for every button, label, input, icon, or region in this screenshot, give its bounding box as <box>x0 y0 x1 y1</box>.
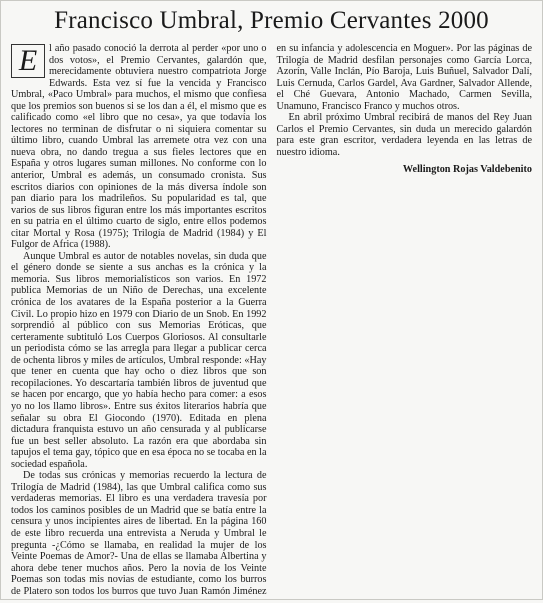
author-signature: Wellington Rojas Valdebenito <box>402 164 532 176</box>
drop-cap: E <box>11 44 45 78</box>
article-paragraph-4: En abril próximo Umbral recibirá de manos del Rey Juan Carlos el Premio Cervantes, sin duda un merecido galardón para este gran escritor, verdadera leyenda en las letras de nuestro idioma. <box>276 112 532 158</box>
article-headline: Francisco Umbral, Premio Cervantes 2000 <box>54 7 489 34</box>
article-paragraph-2: Aunque Umbral es autor de notables novelas, sin duda que el género donde se siente a sus anchas es la crónica y la memoria. Sus libros memorialísticos son varios. En 1972 publica Memorias de un Niño de Derechas, una excelente crónica de los avatares de la España posterior a la Guerra Civil. Lo propio hizo en 1979 con Diario de un Snob. En 1992 sorprendió al público con sus Memorias Eróticas, que certeramente subtituló Los Cuerpos Gloriosos. Al consultarle un periodista cómo se las arregla para llegar a publicar cerca de ochenta libros y miles de artículos, Umbral responde: «Hay que tener en cuenta que hay ocho o diez libros que son recopilaciones. Yo descartaría también libros de juventud que se hacen por encargo, que yo había hecho para comer: a esos yo no los llamo libros». Entre sus éxitos literarios habría que señalar su obra El Giocondo (1970). Editada en plena dictadura franquista estuvo un año censurada y al publicarse fue un best seller absoluto. La razón era que abordaba sin tapujos el tema gay, tópico que en esa época no se tocaba en la sociedad española. <box>11 250 267 470</box>
paragraph-1-text: l año pasado conoció la derrota al perder «por uno o dos votos», el Premio Cervantes, galardón que, merecidamente obtuviera nuestro compatriota Jorge Edwards. Esta vez sí fue la vencida y Francisco Umbral, «Paco Umbral» para muchos, el mismo que confiesa que los premios son buenos si se los dan a él, el mismo que es calificado como «el libro que no cesa», ya que todavía los lectores no terminan de disfrutar o ni siquiera comentar su último libro, cuando Umbral las arremete otra vez con una nueva obra, no dando tregua a sus fieles lectores que en España y otros lugares suman millones. No conforme con lo anterior, Umbral es además, un consumado cronista. Sus escritos diarios con opiniones de la más diversa índole son pan diario para los madrileños. Su popularidad es tal, que varios de sus libros figuran entre los más importantes escritos en su patria en el último cuarto de siglo, entre ellos podemos citar Mortal y Rosa (1975); Trilogía de Madrid (1984) y El Fulgor de Africa (1988). <box>11 43 267 251</box>
article-paragraph-1 <box>11 43 267 251</box>
article-body <box>11 43 532 603</box>
article-paragraph-3: De todas sus crónicas y memorias recuerdo la lectura de Trilogía de Madrid (1984), las que Umbral califica como sus verdaderas memorias. El libro es una verdadera travesía por todos los caminos posibles de un Madrid que se batía entre la censura y unos incipientes aires de libertad. En la página 160 de este libro recuerda una entrevista a Neruda y Umbral le pregunta -¿Cómo se llamaba, en realidad la mujer de los Veinte Poemas de Amor?- Una de ellas se llamaba Albertina y ahora debe tener muchos años. Pero la novia de los Veinte Poemas son todas mis novias de estudiante, como los burros de Platero son todos los burros que tuvo Juan Ramón Jiménez en su infancia y adolescencia en Moguer». Por las páginas de Trilogía de Madrid desfilan personajes como García Lorca, Azorín, Valle Inclán, Pío Baroja, Luis Buñuel, Salvador Dalí, Luis Cernuda, Carlos Gardel, Ava Gardner, Salvador Allende, el Ché Guevara, Antonio Machado, Carmen Sevilla, Unamuno, Francisco Franco y muchos otros. <box>11 43 532 597</box>
